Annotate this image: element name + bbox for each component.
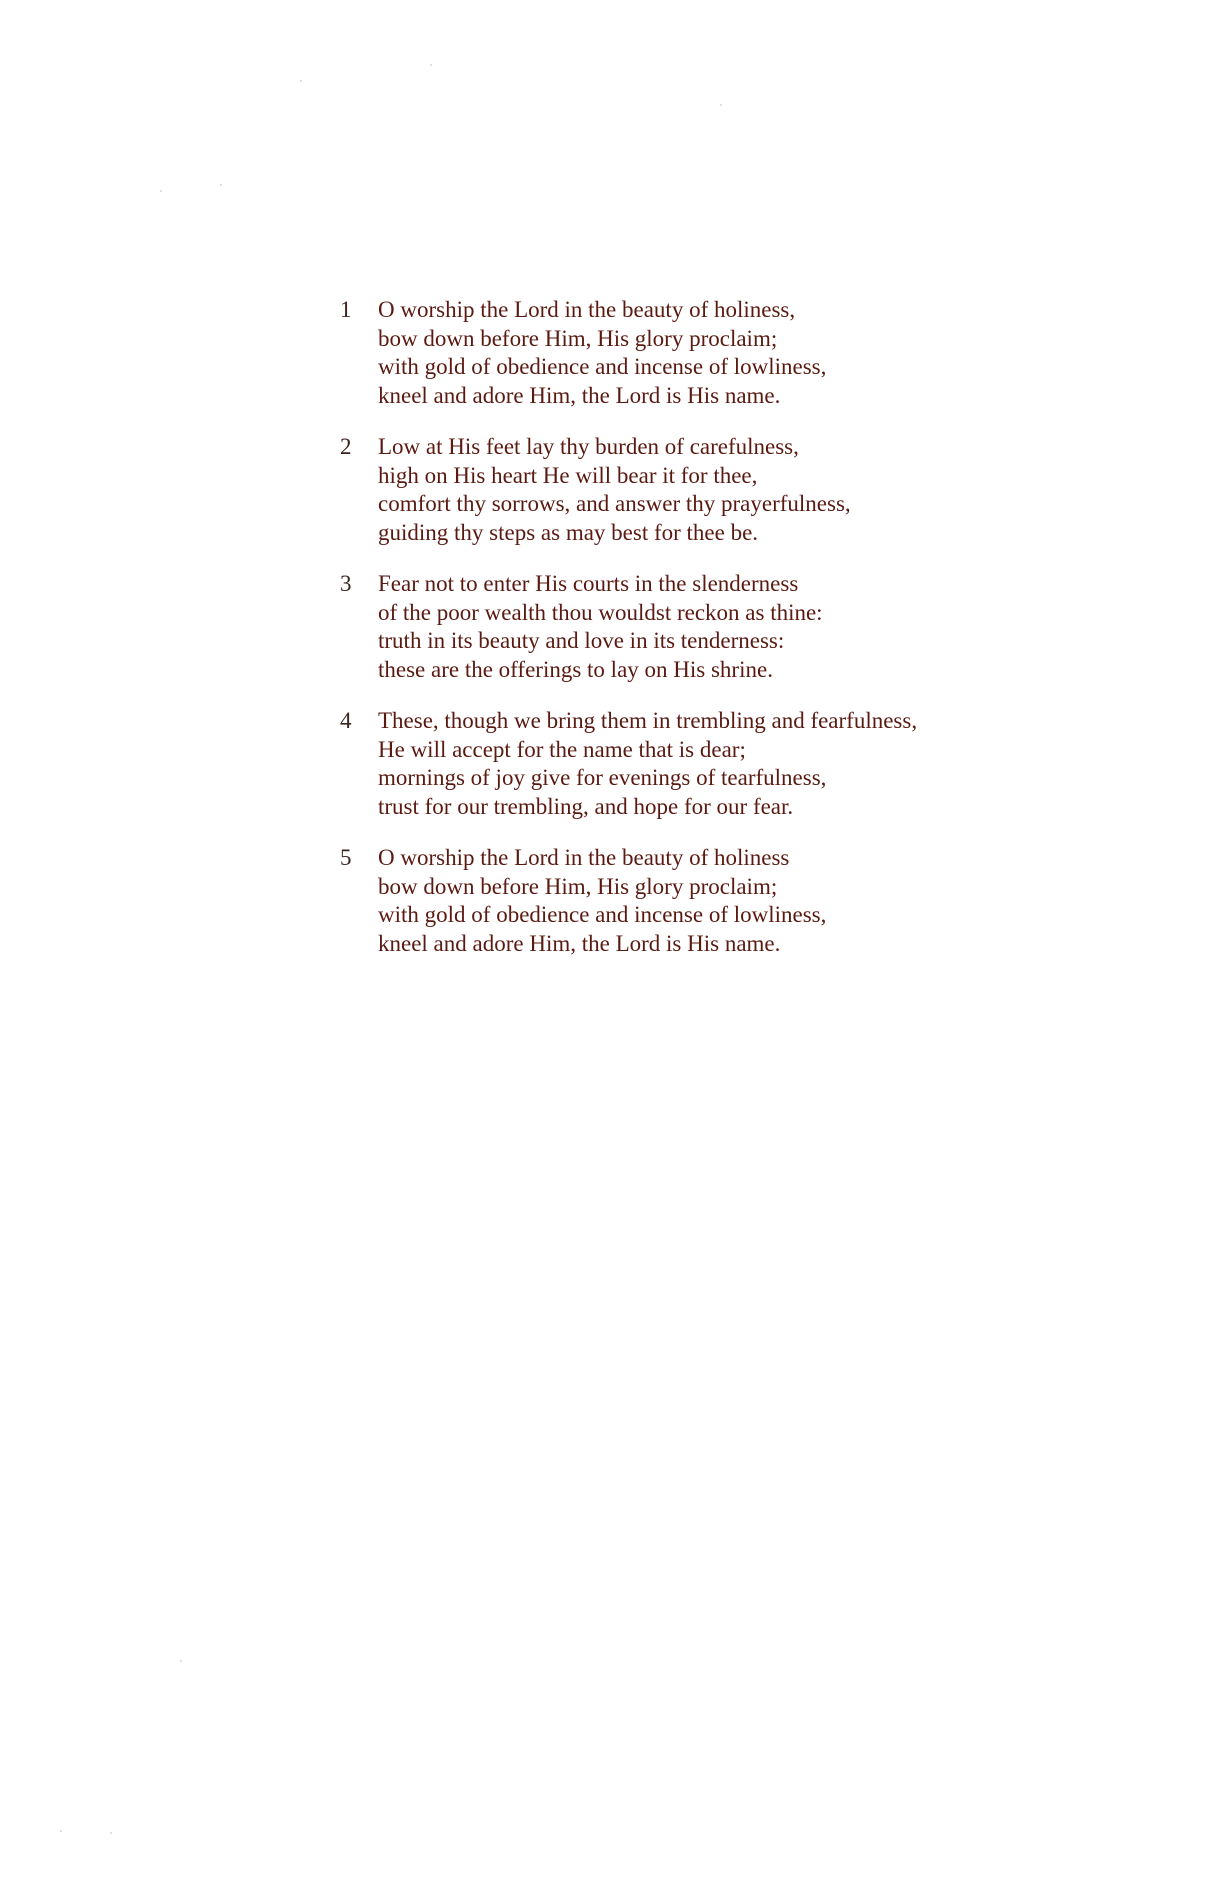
verse-line: O worship the Lord in the beauty of holiness [378, 845, 790, 870]
verse-lines [378, 433, 1140, 547]
verse-line: truth in its beauty and love in its tenderness: [378, 628, 785, 653]
verse-line: Fear not to enter His courts in the slenderness [378, 571, 799, 596]
verse [340, 707, 1140, 821]
verse-line: bow down before Him, His glory proclaim; [378, 873, 778, 899]
verse-line: mornings of joy give for evenings of tearfulness, [378, 765, 827, 790]
verse-line: comfort thy sorrows, and answer thy prayerfulness, [378, 491, 851, 516]
scan-speck [160, 190, 162, 192]
verse-lines [378, 844, 1140, 958]
scan-speck [220, 184, 222, 186]
verse-line: these are the offerings to lay on His shrine. [378, 656, 773, 682]
scan-speck [110, 1832, 112, 1834]
verse-lines [378, 570, 1140, 684]
scan-speck [180, 1660, 182, 1662]
verse [340, 296, 1140, 410]
verse-lines [378, 707, 1140, 821]
verse-line: bow down before Him, His glory proclaim; [378, 325, 778, 351]
verse-line: trust for our trembling, and hope for our fear. [378, 793, 794, 819]
verse [340, 844, 1140, 958]
verse-line: high on His heart He will bear it for thee, [378, 462, 758, 488]
scan-speck [60, 1830, 62, 1832]
verse-number: 1 [340, 297, 352, 322]
verse-line: with gold of obedience and incense of lowliness, [378, 902, 827, 927]
verse-line: Low at His feet lay thy burden of carefulness, [378, 434, 799, 459]
verse-line: These, though we bring them in trembling and fearfulness, [378, 708, 918, 733]
verse-line: of the poor wealth thou wouldst reckon as thine: [378, 599, 823, 625]
verse-number: 4 [340, 708, 352, 733]
verse-line: He will accept for the name that is dear; [378, 736, 746, 762]
verse [340, 433, 1140, 547]
scan-speck [720, 104, 722, 106]
verse-line: with gold of obedience and incense of lowliness, [378, 354, 827, 379]
verse-line: O worship the Lord in the beauty of holiness, [378, 297, 796, 322]
verse-number: 2 [340, 434, 352, 459]
verse [340, 570, 1140, 684]
verse-number: 5 [340, 845, 352, 870]
scan-speck [430, 64, 432, 66]
verse-lines [378, 296, 1140, 410]
verse-line: kneel and adore Him, the Lord is His name. [378, 382, 781, 408]
verse-line: kneel and adore Him, the Lord is His name. [378, 930, 781, 956]
verse-line: guiding thy steps as may best for thee be. [378, 519, 759, 545]
hymn-text [340, 296, 1140, 981]
scan-speck [300, 80, 302, 82]
verse-number: 3 [340, 571, 352, 596]
